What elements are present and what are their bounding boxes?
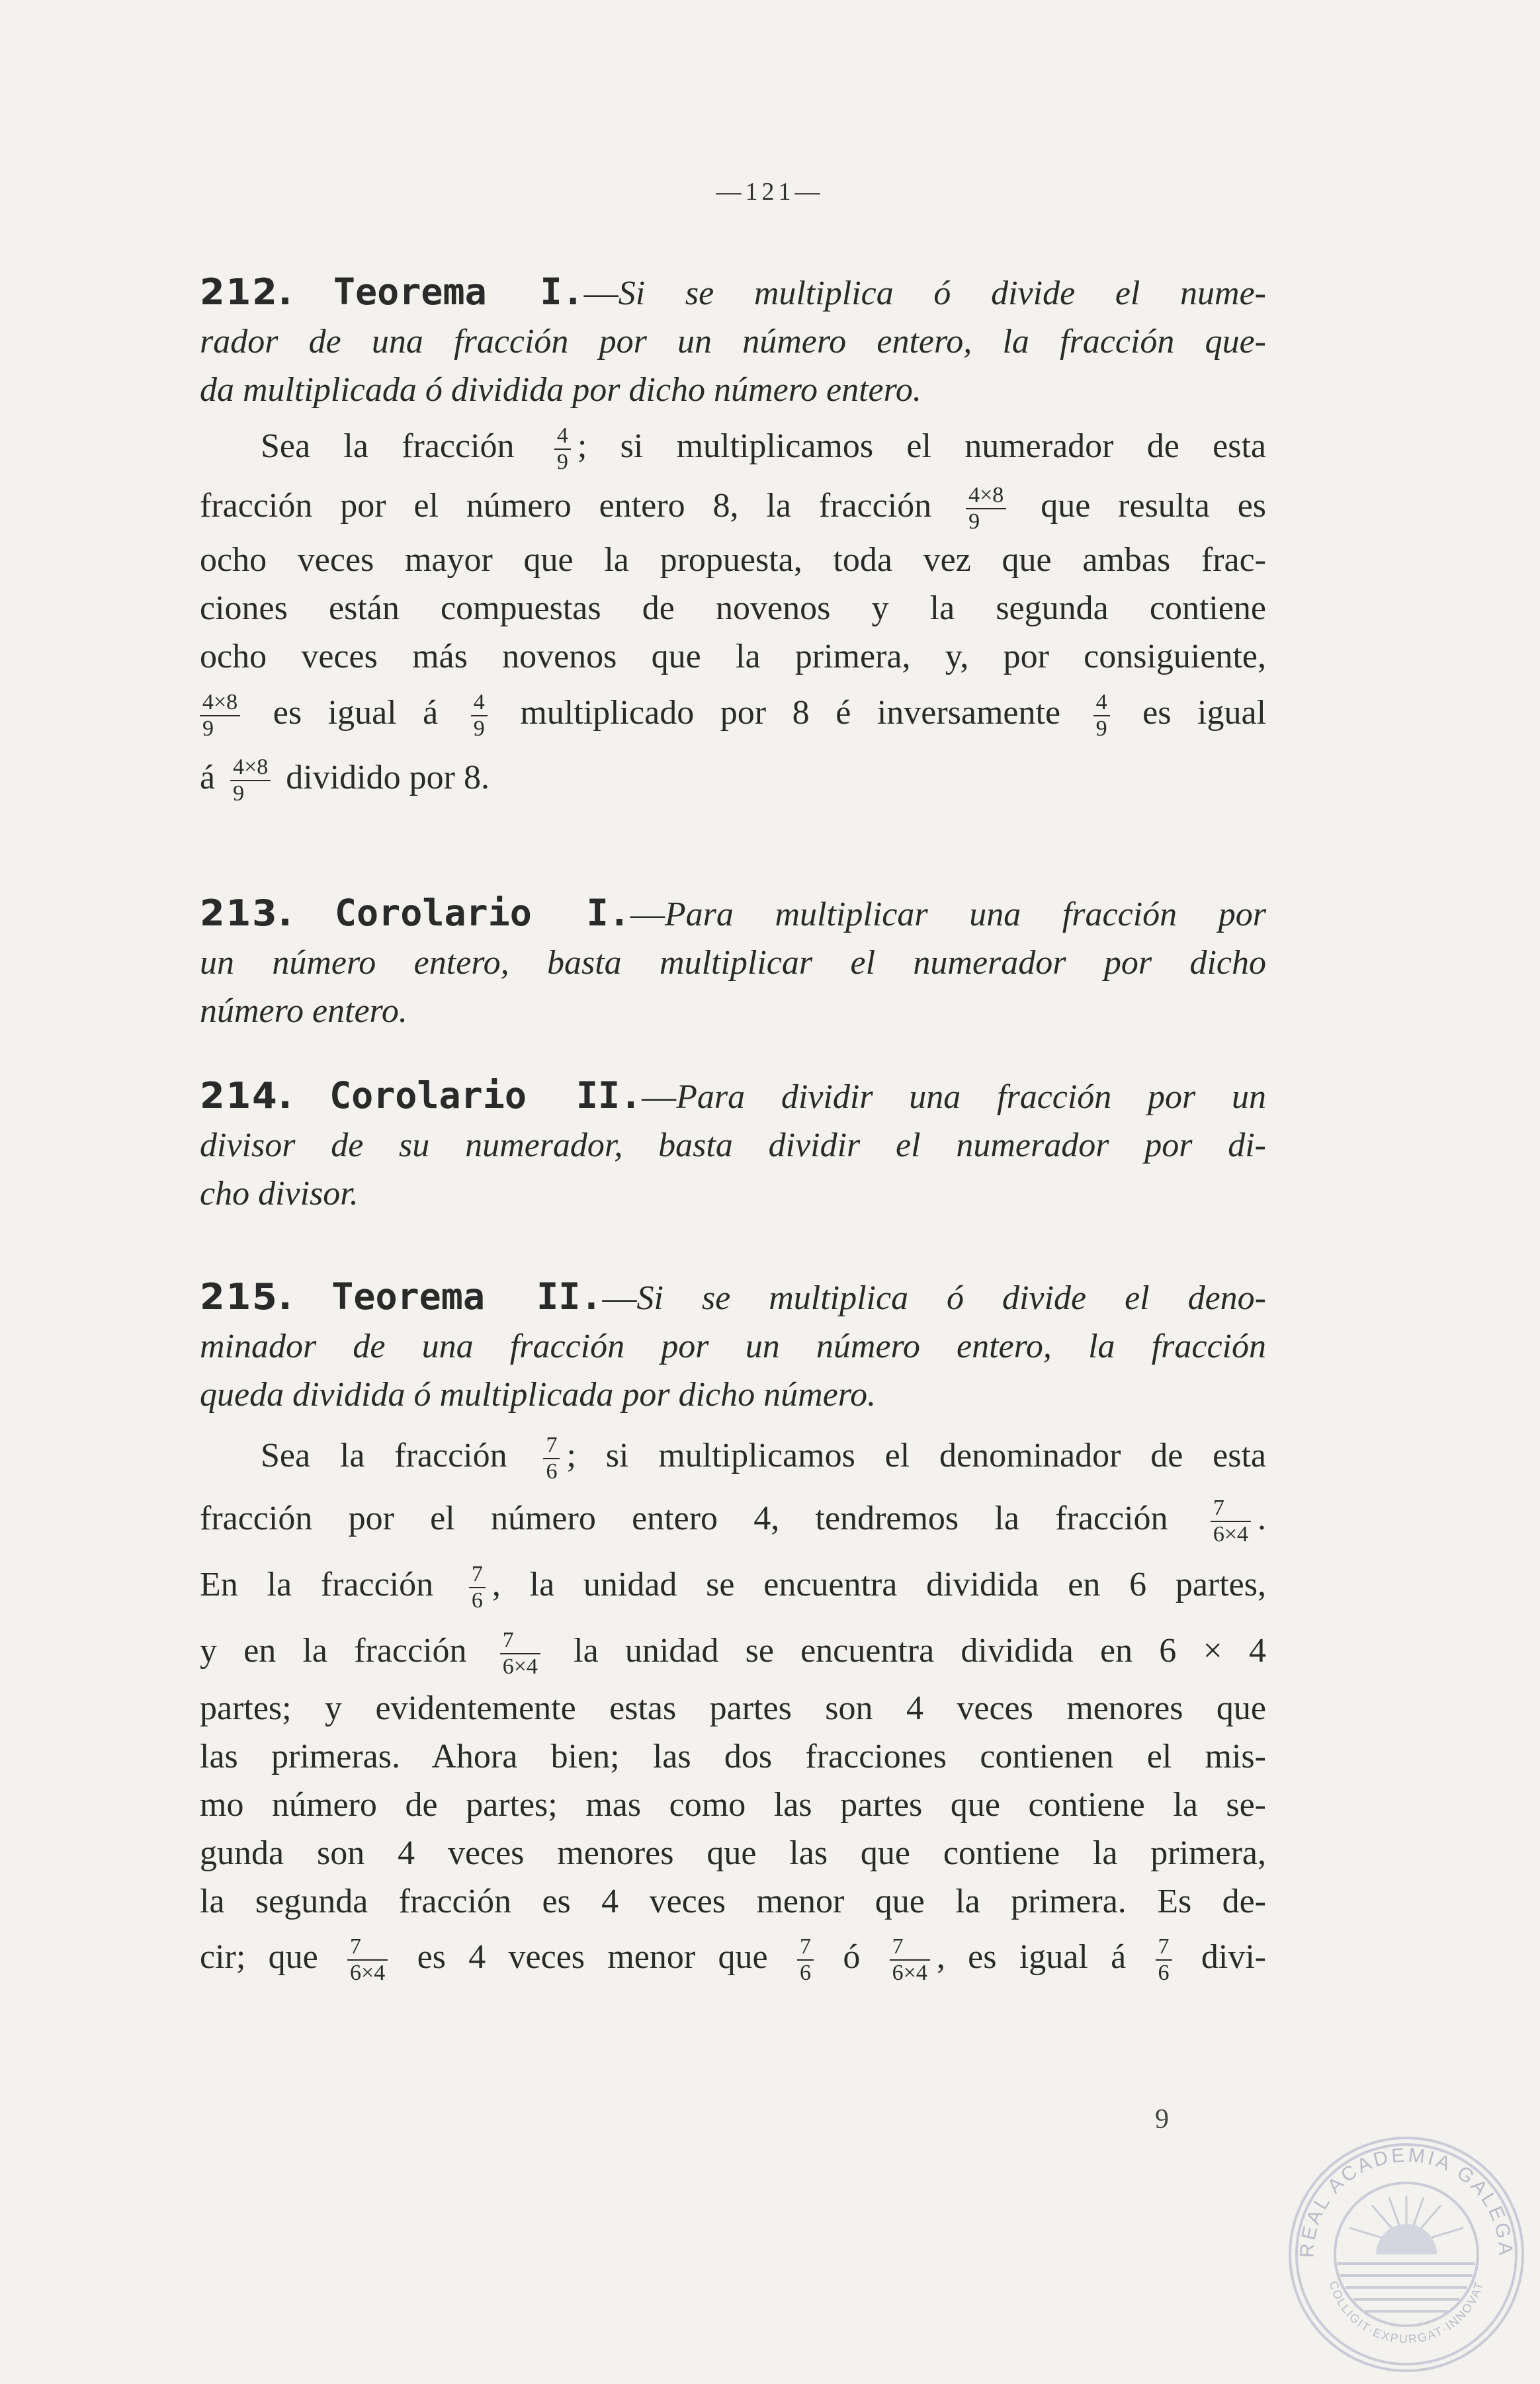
body-text: , la unidad se encuentra dividida en 6 partes,: [492, 1566, 1266, 1603]
body-text: mo número de partes; mas como las partes que contiene la se-: [200, 1786, 1266, 1824]
body-text: fracción por el número entero 8, la fracción: [200, 487, 932, 525]
denominator: 6×4: [892, 1961, 927, 1986]
fraction: [890, 1934, 930, 1986]
denominator: 9: [556, 450, 568, 475]
denominator: 9: [473, 716, 485, 742]
section-number: 213.: [200, 892, 294, 934]
body-text: ; si multiplicamos el denominador de esta: [566, 1437, 1267, 1474]
fraction: [469, 1562, 486, 1613]
section-212-proof: [200, 422, 1266, 810]
denominator: 6×4: [1213, 1522, 1249, 1547]
fraction: [1211, 1496, 1251, 1547]
body-text: Sea la fracción: [261, 1437, 507, 1474]
body-text: la unidad se encuentra dividida en 6 × 4: [574, 1632, 1266, 1670]
body-text: las primeras. Ahora bien; las dos fracciones contienen el mis-: [200, 1738, 1266, 1775]
section-number: 215.: [200, 1276, 294, 1318]
fraction: [1093, 690, 1110, 742]
numerator: 4×8: [966, 483, 1006, 509]
body-text: dividido por 8.: [286, 759, 490, 796]
statement-text: divisor de su numerador, basta dividir el numerador por di-: [200, 1127, 1266, 1164]
numerator: 7: [1211, 1496, 1251, 1522]
body-text: divi-: [1201, 1938, 1267, 1976]
body-text: ocho veces más novenos que la primera, y, por consiguiente,: [200, 638, 1266, 675]
seal-text-top: REAL ACADEMIA GALEGA: [1296, 2144, 1517, 2258]
numerator: 7: [1156, 1934, 1172, 1961]
numerator: 4: [1093, 690, 1110, 716]
dash: —: [602, 1279, 637, 1317]
page-number-top: —121—: [716, 178, 824, 206]
body-text: ó: [843, 1938, 861, 1976]
section-title: Teorema I.: [333, 271, 584, 313]
denominator: 6: [546, 1459, 558, 1484]
body-text: , es igual á: [936, 1938, 1127, 1976]
dash: —: [630, 896, 665, 933]
body-text: la segunda fracción es 4 veces menor que la primera. Es de-: [200, 1883, 1266, 1920]
numerator: 4×8: [200, 690, 240, 716]
body-text: ; si multiplicamos el numerador de esta: [577, 427, 1266, 465]
statement-text: número entero.: [200, 992, 407, 1030]
fraction: [230, 755, 271, 806]
body-text: que resulta es: [1041, 487, 1267, 525]
page-number-bottom: 9: [1155, 2104, 1169, 2135]
denominator: 6×4: [502, 1654, 538, 1680]
numerator: 4: [554, 423, 571, 450]
section-title: Corolario II.: [329, 1074, 642, 1117]
fraction: [471, 690, 488, 742]
fraction: [200, 690, 240, 742]
statement-text: Si se multiplica ó divide el nume-: [618, 275, 1266, 312]
denominator: 9: [202, 716, 214, 742]
fraction: [966, 483, 1006, 534]
fraction: [1156, 1934, 1172, 1986]
section-number: 212.: [200, 271, 294, 313]
statement-text: minador de una fracción por un número entero, la fracción: [200, 1328, 1266, 1365]
section-214: [200, 1072, 1266, 1218]
statement-text: un número entero, basta multiplicar el numerador por dicho: [200, 944, 1266, 982]
body-text: y en la fracción: [200, 1632, 467, 1670]
body-text: gunda son 4 veces menores que las que contiene la primera,: [200, 1834, 1266, 1872]
fraction: [554, 423, 571, 475]
fraction: [797, 1934, 814, 1986]
section-212: [200, 268, 1266, 414]
statement-text: da multiplicada ó dividida por dicho número entero.: [200, 371, 921, 409]
dash: —: [642, 1078, 677, 1116]
numerator: 4: [471, 690, 488, 716]
fraction: [347, 1934, 388, 1986]
statement-text: Para dividir una fracción por un: [676, 1078, 1267, 1116]
denominator: 9: [233, 781, 245, 806]
body-text: Sea la fracción: [261, 427, 515, 465]
statement-text: Para multiplicar una fracción por: [664, 896, 1267, 933]
body-text: á: [200, 759, 216, 796]
section-title: Teorema II.: [331, 1275, 603, 1318]
section-title: Corolario I.: [334, 892, 630, 934]
body-text: ciones están compuestas de novenos y la segunda contiene: [200, 589, 1266, 627]
numerator: 7: [500, 1628, 540, 1654]
section-215: [200, 1273, 1266, 1419]
body-text: .: [1258, 1500, 1267, 1537]
section-215-proof: [200, 1426, 1266, 1989]
numerator: 7: [797, 1934, 814, 1961]
body-text: es igual á: [273, 694, 439, 732]
body-text: es igual: [1142, 694, 1267, 732]
body-text: es 4 veces menor que: [417, 1938, 768, 1976]
statement-text: cho divisor.: [200, 1175, 359, 1213]
statement-text: Si se multiplica ó divide el deno-: [636, 1279, 1266, 1317]
denominator: 6: [799, 1961, 811, 1986]
library-seal-icon: [1283, 2131, 1529, 2377]
statement-text: queda dividida ó multiplicada por dicho número.: [200, 1376, 877, 1414]
seal-text-bottom: COLLIGIT·EXPURGAT·INNOVAT: [1326, 2279, 1486, 2346]
body-text: partes; y evidentemente estas partes son 4 veces menores que: [200, 1689, 1266, 1727]
fraction: [543, 1433, 560, 1484]
denominator: 6: [1158, 1961, 1170, 1986]
body-text: multiplicado por 8 é inversamente: [520, 694, 1061, 732]
numerator: 7: [347, 1934, 388, 1961]
dash: —: [583, 275, 619, 312]
sun-shape: [1376, 2224, 1437, 2254]
numerator: 7: [890, 1934, 930, 1961]
numerator: 7: [543, 1433, 560, 1459]
numerator: 7: [469, 1562, 486, 1588]
body-text: ocho veces mayor que la propuesta, toda vez que ambas frac-: [200, 541, 1266, 579]
section-213: [200, 889, 1266, 1035]
denominator: 9: [1095, 716, 1107, 742]
body-text: En la fracción: [200, 1566, 434, 1603]
section-number: 214.: [200, 1075, 294, 1117]
numerator: 4×8: [230, 755, 271, 781]
statement-text: rador de una fracción por un número entero, la fracción que-: [200, 323, 1266, 361]
denominator: 9: [968, 509, 980, 534]
body-text: fracción por el número entero 4, tendremos la fracción: [200, 1500, 1168, 1537]
body-text: cir; que: [200, 1938, 318, 1976]
denominator: 6×4: [350, 1961, 386, 1986]
denominator: 6: [471, 1588, 483, 1613]
fraction: [500, 1628, 540, 1680]
sea-lines: [1338, 2264, 1475, 2311]
